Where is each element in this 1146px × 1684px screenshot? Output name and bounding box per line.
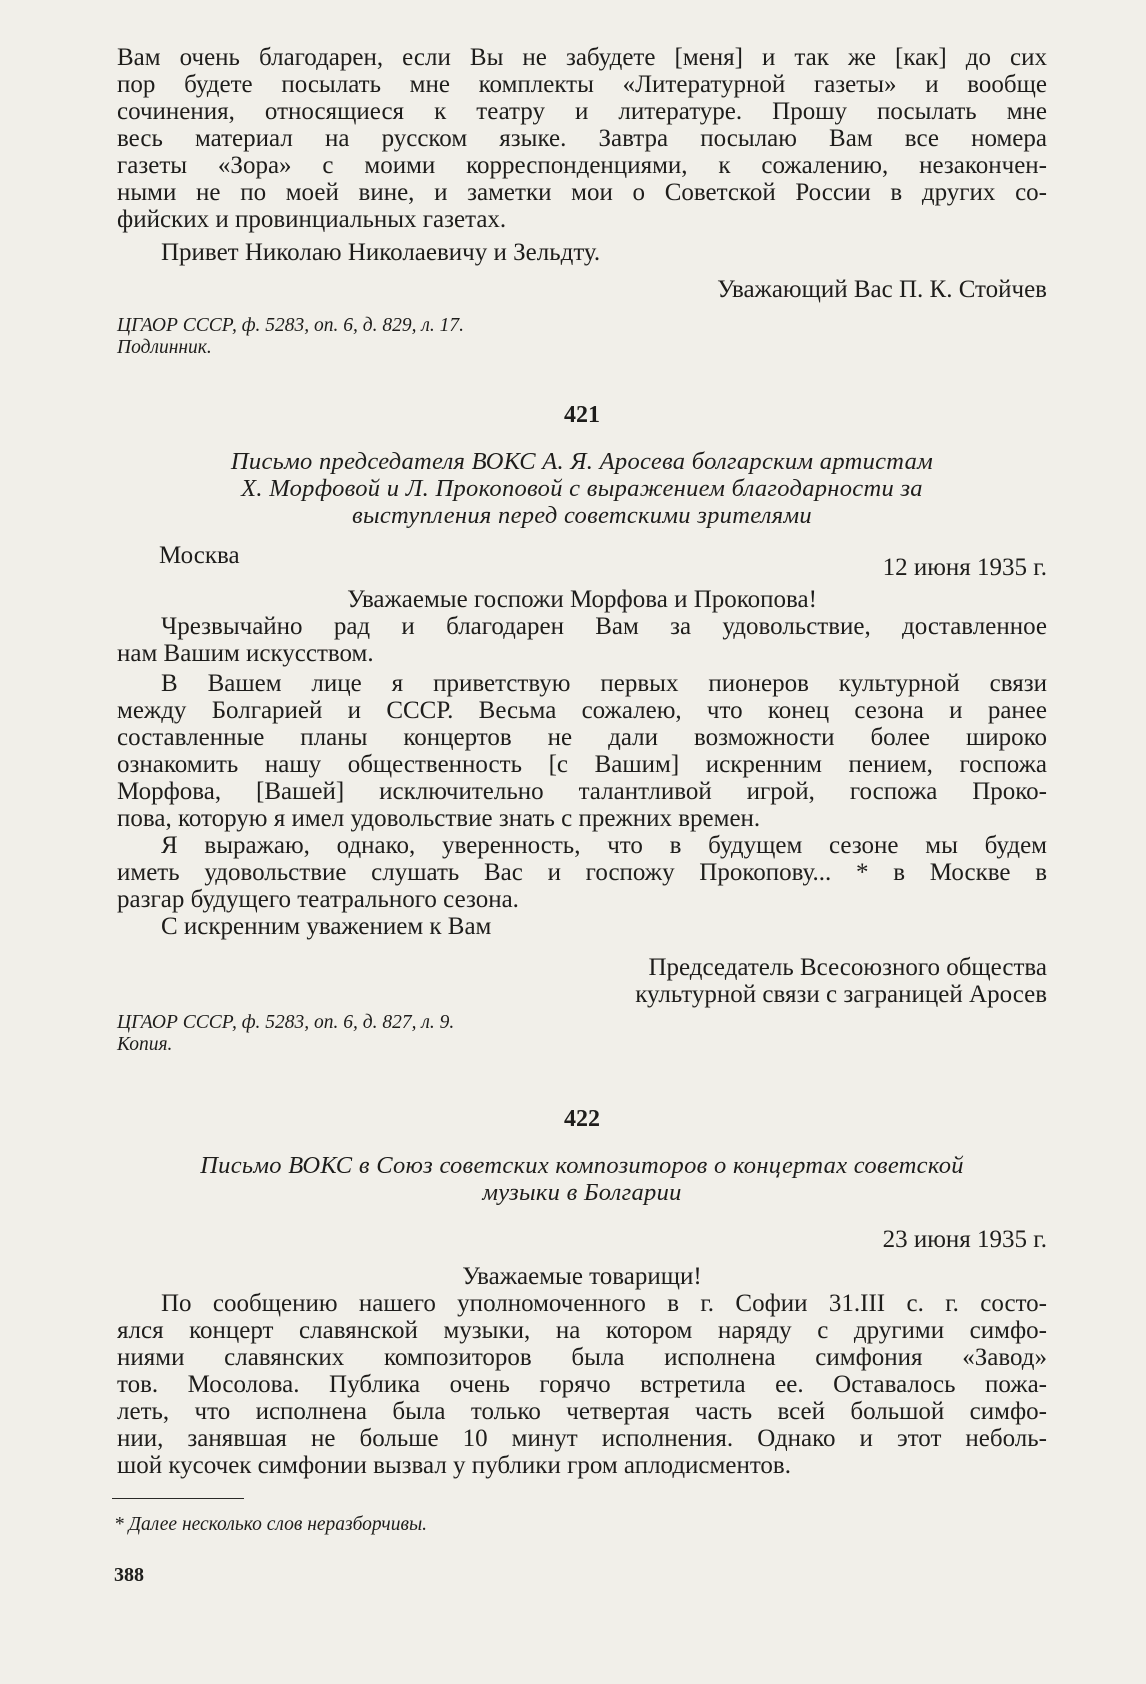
page-number: 388 xyxy=(114,1564,144,1586)
greeting: Привет Николаю Николаевичу и Зельдту. xyxy=(161,239,601,266)
text-line: Чрезвычайно рад и благодарен Вам за удовольствие, доставленное xyxy=(161,613,1047,640)
archive-source: ЦГАОР СССР, ф. 5283, оп. 6, д. 827, л. 9. xyxy=(117,1012,455,1033)
top-letter xyxy=(117,44,1047,359)
page-number-container xyxy=(114,1564,1044,1587)
document-number: 421 xyxy=(564,402,600,428)
closing: С искренним уважением к Вам xyxy=(161,913,492,940)
text-line: пор будете посылать мне комплекты «Литературной газеты» и вообще xyxy=(117,71,1047,98)
text-line: разгар будущего театрального сезона. xyxy=(117,886,519,913)
title-line: Х. Морфовой и Л. Прокоповой с выражением благодарности за xyxy=(241,475,923,502)
document-421-body xyxy=(117,586,1047,1056)
text-line: ниями славянских композиторов была исполнена симфония «Завод» xyxy=(117,1344,1047,1371)
title-line: Письмо ВОКС в Союз советских композиторов о концертах советской xyxy=(200,1152,964,1179)
text-line: газеты «Зора» с моими корреспонденциями, к сожалению, незакончен- xyxy=(117,152,1047,179)
document-421-title xyxy=(117,448,1047,529)
text-line: По сообщению нашего уполномоченного в г. Софии 31.III с. г. состо- xyxy=(161,1290,1047,1317)
document-421-header xyxy=(117,542,1047,581)
archive-source: ЦГАОР СССР, ф. 5283, оп. 6, д. 829, л. 17. xyxy=(117,315,465,336)
date: 12 июня 1935 г. xyxy=(882,554,1047,581)
document-422-body xyxy=(117,1226,1047,1479)
place: Москва xyxy=(159,542,240,569)
title-line: музыки в Болгарии xyxy=(482,1179,682,1206)
title-line: выступления перед советскими зрителями xyxy=(352,502,812,529)
text-line: фийских и провинциальных газетах. xyxy=(117,206,507,233)
text-line: пова, которую я имел удовольствие знать с прежних времен. xyxy=(117,805,761,832)
document-421 xyxy=(117,402,1047,429)
document-422 xyxy=(117,1106,1047,1133)
text-line: Я выражаю, однако, уверенность, что в будущем сезоне мы будем xyxy=(161,832,1047,859)
text-line: весь материал на русском языке. Завтра посылаю Вам все номера xyxy=(117,125,1047,152)
footnote xyxy=(114,1514,1044,1536)
signature: Уважающий Вас П. К. Стойчев xyxy=(717,276,1047,303)
footnote-text: * Далее несколько слов неразборчивы. xyxy=(114,1514,428,1535)
text-line: В Вашем лице я приветствую первых пионеров культурной связи xyxy=(161,670,1047,697)
text-line: ными не по моей вине, и заметки мои о Советской России в других со- xyxy=(117,179,1047,206)
salutation: Уважаемые госпожи Морфова и Прокопова! xyxy=(347,586,817,613)
text-line: ялся концерт славянской музыки, на котором наряду с другими симфо- xyxy=(117,1317,1047,1344)
salutation: Уважаемые товарищи! xyxy=(462,1263,702,1290)
document-number: 422 xyxy=(564,1106,600,1132)
text-line: составленные планы концертов не дали возможности более широко xyxy=(117,724,1047,751)
signature-line: Председатель Всесоюзного общества xyxy=(648,954,1047,981)
footnote-divider xyxy=(112,1498,244,1499)
text-line: Морфова, [Вашей] исключительно талантливой игрой, госпожа Проко- xyxy=(117,778,1047,805)
source-note: Копия. xyxy=(117,1034,173,1055)
text-line: между Болгарией и СССР. Весьма сожалею, что конец сезона и ранее xyxy=(117,697,1047,724)
text-line: иметь удовольствие слушать Вас и госпожу Прокопову... * в Москве в xyxy=(117,859,1047,886)
document-422-title xyxy=(117,1152,1047,1206)
title-line: Письмо председателя ВОКС А. Я. Аросева болгарским артистам xyxy=(230,448,934,475)
text-line: тов. Мосолова. Публика очень горячо встретила ее. Оставалось пожа- xyxy=(117,1371,1047,1398)
date: 23 июня 1935 г. xyxy=(882,1226,1047,1253)
signature-line: культурной связи с заграницей Аросев xyxy=(635,981,1047,1008)
text-line: сочинения, относящиеся к театру и литературе. Прошу посылать мне xyxy=(117,98,1047,125)
text-line: нии, занявшая не больше 10 минут исполнения. Однако и этот неболь- xyxy=(117,1425,1047,1452)
text-line: Вам очень благодарен, если Вы не забудете [меня] и так же [как] до сих xyxy=(117,44,1047,71)
text-line: шой кусочек симфонии вызвал у публики гром аплодисментов. xyxy=(117,1452,791,1479)
text-line: леть, что исполнена была только четвертая часть всей большой симфо- xyxy=(117,1398,1047,1425)
text-line: ознакомить нашу общественность [с Вашим] искренним пением, госпожа xyxy=(117,751,1047,778)
text-line: нам Вашим искусством. xyxy=(117,640,374,667)
source-note: Подлинник. xyxy=(117,337,212,358)
